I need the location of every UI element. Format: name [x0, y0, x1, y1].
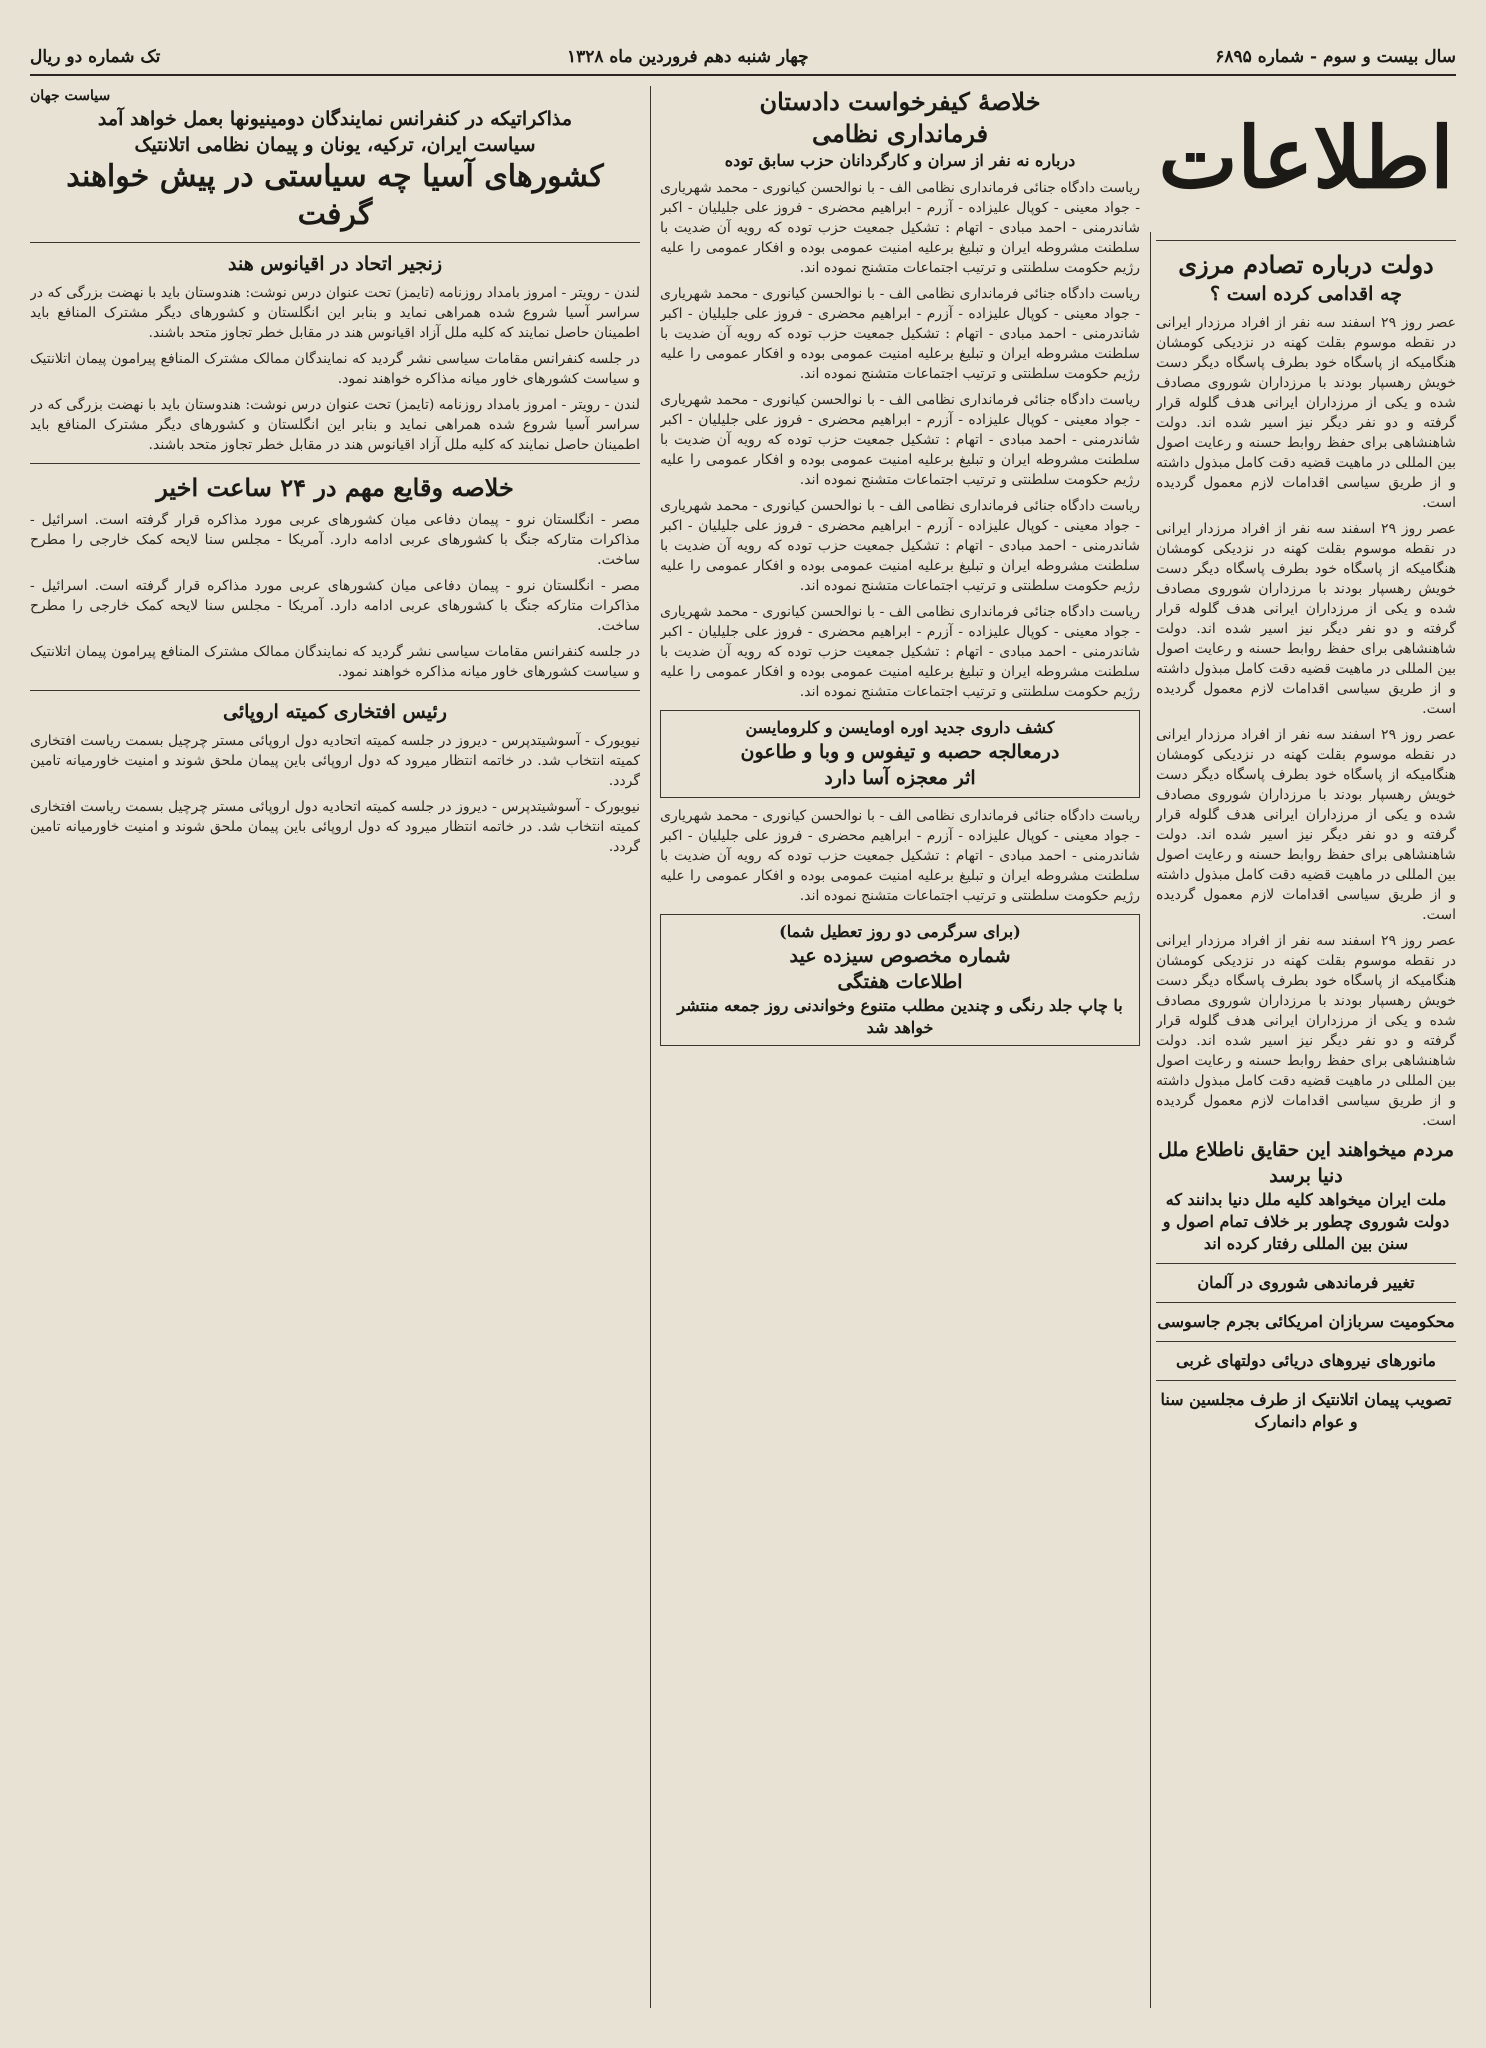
headline-new-drug: کشف داروی جدید اوره اومایسن و کلرومایسن	[745, 718, 1055, 737]
headline-news-summary: خلاصه وقایع مهم در ۲۴ ساعت اخیر	[156, 473, 514, 502]
article-indictment-cont: ریاست دادگاه جنائی فرمانداری نظامی الف - با نوالحسن کیانوری - محمد شهریاری - جواد معینی - کوپال علیزاده - آزرم - ابراهیم محضری - فروز علی جلیلیان - اکبر شاندرمنی - احمد مبادی - اتهام : تشکیل جمعیت حزب توده که رویه آن ضدیت با سلطنت مشروطه ایران و تبلیغ برعلیه امنیت عمومی بوده و افکار عمومی را علیه رژیم حکومت سلطنتی و ترتیب اجتماعات متشنج نموده اند.	[660, 286, 1140, 382]
divider	[1156, 1302, 1456, 1303]
headline-us-soldiers: محکومیت سربازان امریکائی بجرم جاسوسی	[1157, 1312, 1455, 1331]
headline-european-committee: رئیس افتخاری کمیته اروپائی	[223, 701, 447, 723]
headline-new-drug-line2: درمعالجه حصبه و تیفوس و وبا و طاعون	[740, 741, 1060, 763]
article-european-committee: نیویورک - آسوشیتدپرس - دیروز در جلسه کمیته اتحادیه دول اروپائی مستر چرچیل بسمت ریاست افتخاری کمیته انتخاب شد. در خاتمه انتظار میرود که دول اروپائی باین پیمان ملحق شوند و امنیت خاورمیانه تامین گردد.	[30, 733, 640, 789]
headline-border-clash: دولت درباره تصادم مرزی	[1178, 250, 1434, 279]
article-indictment-cont: ریاست دادگاه جنائی فرمانداری نظامی الف - با نوالحسن کیانوری - محمد شهریاری - جواد معینی - کوپال علیزاده - آزرم - ابراهیم محضری - فروز علی جلیلیان - اکبر شاندرمنی - احمد مبادی - اتهام : تشکیل جمعیت حزب توده که رویه آن ضدیت با سلطنت مشروطه ایران و تبلیغ برعلیه امنیت عمومی بوده و افکار عمومی را علیه رژیم حکومت سلطنتی و ترتیب اجتماعات متشنج نموده اند.	[660, 498, 1140, 594]
divider	[1156, 1380, 1456, 1381]
subheadline-atlantic-pact: سیاست ایران، ترکیه، یونان و پیمان نظامی اتلانتیک	[134, 134, 536, 156]
divider	[1156, 240, 1456, 241]
article-border-clash-cont: عصر روز ۲۹ اسفند سه نفر از افراد مرزدار ایرانی در نقطه موسوم بقلت کهنه در نزدیکی کومشان هنگامیکه از پاسگاه خود بطرف پاسگاه دیگر دست خویش رهسپار بودند با مرزداران شوروی مصادف شده و یکی از مرزداران ایرانی هدف گلوله قرار گرفته و دو نفر دیگر نیز اسیر شده اند. دولت شاهنشاهی برای حفظ روابط حسنه و رعایت اصول بین المللی در ماهیت قضیه دقت کامل مبذول داشته و از طریق سیاسی اقدامات لازم معمول گردیده است.	[1156, 727, 1456, 923]
divider	[30, 242, 640, 243]
headline-new-drug-line3: اثر معجزه آسا دارد	[824, 767, 976, 789]
left-column	[30, 86, 640, 2008]
article-indian-ocean: لندن - رویتر - امروز بامداد روزنامه (تایمز) تحت عنوان درس نوشت: هندوستان باید با نهضت بزرگی که در سراسر آسیا شروع شده همراهی نماید و بنابر این انگلستان و کشورهای دیگر مشترک المنافع باید اطمینان حاصل نمایند که کلیه ملل آزاد اقیانوس هند در مقابل خطر تجاوز متحد باشند.	[30, 285, 640, 341]
issue-price: تک شماره دو ریال	[30, 47, 161, 67]
headline-people-demand: مردم میخواهند این حقایق ناطلاع ملل دنیا برسد	[1158, 1139, 1454, 1187]
headline-indictment-line2: فرمانداری نظامی	[811, 119, 989, 148]
headline-indian-ocean: زنجیر اتحاد در اقیانوس هند	[227, 253, 443, 275]
headline-naval-maneuvers: مانورهای نیروهای دریائی دولتهای غربی	[1176, 1351, 1436, 1370]
headline-indictment: خلاصهٔ کیفرخواست دادستان	[759, 87, 1041, 116]
divider	[30, 463, 640, 464]
column-rule	[1150, 232, 1151, 2008]
dateline	[30, 40, 1456, 76]
article-indian-ocean-cont: لندن - رویتر - امروز بامداد روزنامه (تایمز) تحت عنوان درس نوشت: هندوستان باید با نهضت بزرگی که در سراسر آسیا شروع شده همراهی نماید و بنابر این انگلستان و کشورهای دیگر مشترک المنافع باید اطمینان حاصل نمایند که کلیه ملل آزاد اقیانوس هند در مقابل خطر تجاوز متحد باشند.	[30, 397, 640, 453]
subheadline-people-demand: ملت ایران میخواهد کلیه ملل دنیا بدانند که دولت شوروی چطور بر خلاف تمام اصول و سنن بین المللی رفتار کرده اند	[1162, 1190, 1450, 1253]
subheadline-border-clash: چه اقدامی کرده است ؟	[1210, 283, 1402, 305]
middle-column	[660, 86, 1140, 2008]
ad-details: با چاپ جلد رنگی و چندین مطلب متنوع وخواندنی روز جمعه منتشر خواهد شد	[677, 996, 1123, 1037]
issue-date: چهار شنبه دهم فروردین ماه ۱۳۲۸	[566, 47, 809, 67]
article-new-drug: ریاست دادگاه جنائی فرمانداری نظامی الف - با نوالحسن کیانوری - محمد شهریاری - جواد معینی - کوپال علیزاده - آزرم - ابراهیم محضری - فروز علی جلیلیان - اکبر شاندرمنی - احمد مبادی - اتهام : تشکیل جمعیت حزب توده که رویه آن ضدیت با سلطنت مشروطه ایران و تبلیغ برعلیه امنیت عمومی بوده و افکار عمومی را علیه رژیم حکومت سلطنتی و ترتیب اجتماعات متشنج نموده اند.	[660, 808, 1140, 904]
issue-number: سال بیست و سوم - شماره ۶۸۹۵	[1215, 47, 1456, 67]
article-indian-ocean-cont: در جلسه کنفرانس مقامات سیاسی نشر گردید که نمایندگان ممالک مشترک المنافع پیرامون پیمان اتلانتیک و سیاست کشورهای خاور میانه مذاکره خواهند نمود.	[30, 351, 640, 387]
article-news-summary: مصر - انگلستان نرو - پیمان دفاعی میان کشورهای عربی مورد مذاکره قرار گرفته است. اسرائیل - مذاکرات متارکه جنگ با کشورهای عربی ادامه دارد. آمریکا - مجلس سنا لایحه کمک خارجی را مطرح ساخت.	[30, 512, 640, 568]
column-rule	[650, 86, 651, 2008]
article-news-summary-cont: مصر - انگلستان نرو - پیمان دفاعی میان کشورهای عربی مورد مذاکره قرار گرفته است. اسرائیل - مذاکرات متارکه جنگ با کشورهای عربی ادامه دارد. آمریکا - مجلس سنا لایحه کمک خارجی را مطرح ساخت.	[30, 578, 640, 634]
right-column	[1156, 232, 1456, 2008]
article-border-clash: عصر روز ۲۹ اسفند سه نفر از افراد مرزدار ایرانی در نقطه موسوم بقلت کهنه در نزدیکی کومشان هنگامیکه از پاسگاه خود بطرف پاسگاه دیگر دست خویش رهسپار بودند با مرزداران شوروی مصادف شده و یکی از مرزداران ایرانی هدف گلوله قرار گرفته و دو نفر دیگر نیز اسیر شده اند. دولت شاهنشاهی برای حفظ روابط حسنه و رعایت اصول بین المللی در ماهیت قضیه دقت کامل مبذول داشته و از طریق سیاسی اقدامات لازم معمول گردیده است.	[1156, 315, 1456, 511]
article-indictment-cont: ریاست دادگاه جنائی فرمانداری نظامی الف - با نوالحسن کیانوری - محمد شهریاری - جواد معینی - کوپال علیزاده - آزرم - ابراهیم محضری - فروز علی جلیلیان - اکبر شاندرمنی - احمد مبادی - اتهام : تشکیل جمعیت حزب توده که رویه آن ضدیت با سلطنت مشروطه ایران و تبلیغ برعلیه امنیت عمومی بوده و افکار عمومی را علیه رژیم حکومت سلطنتی و ترتیب اجتماعات متشنج نموده اند.	[660, 392, 1140, 488]
headline-dominions-conference: مذاکراتیکه در کنفرانس نمایندگان دومینیونها بعمل خواهد آمد	[97, 108, 573, 130]
medicine-box	[660, 710, 1140, 798]
article-border-clash-cont: عصر روز ۲۹ اسفند سه نفر از افراد مرزدار ایرانی در نقطه موسوم بقلت کهنه در نزدیکی کومشان هنگامیکه از پاسگاه خود بطرف پاسگاه دیگر دست خویش رهسپار بودند با مرزداران شوروی مصادف شده و یکی از مرزداران ایرانی هدف گلوله قرار گرفته و دو نفر دیگر نیز اسیر شده اند. دولت شاهنشاهی برای حفظ روابط حسنه و رعایت اصول بین المللی در ماهیت قضیه دقت کامل مبذول داشته و از طریق سیاسی اقدامات لازم معمول گردیده است.	[1156, 521, 1456, 717]
section-kicker: سیاست جهان	[30, 88, 111, 104]
advertisement-box	[660, 914, 1140, 1046]
article-indictment: ریاست دادگاه جنائی فرمانداری نظامی الف - با نوالحسن کیانوری - محمد شهریاری - جواد معینی - کوپال علیزاده - آزرم - ابراهیم محضری - فروز علی جلیلیان - اکبر شاندرمنی - احمد مبادی - اتهام : تشکیل جمعیت حزب توده که رویه آن ضدیت با سلطنت مشروطه ایران و تبلیغ برعلیه امنیت عمومی بوده و افکار عمومی را علیه رژیم حکومت سلطنتی و ترتیب اجتماعات متشنج نموده اند.	[660, 180, 1140, 276]
ad-title: شماره مخصوص سیزده عید	[789, 945, 1011, 967]
article-european-committee-cont: نیویورک - آسوشیتدپرس - دیروز در جلسه کمیته اتحادیه دول اروپائی مستر چرچیل بسمت ریاست افتخاری کمیته انتخاب شد. در خاتمه انتظار میرود که دول اروپائی باین پیمان ملحق شوند و امنیت خاورمیانه تامین گردد.	[30, 799, 640, 855]
masthead-logo: اطلاعات	[1158, 107, 1454, 207]
divider	[1156, 1341, 1456, 1342]
subheadline-indictment: درباره نه نفر از سران و کارگردانان حزب سابق توده	[724, 151, 1076, 170]
article-news-summary-cont: در جلسه کنفرانس مقامات سیاسی نشر گردید که نمایندگان ممالک مشترک المنافع پیرامون پیمان اتلانتیک و سیاست کشورهای خاور میانه مذاکره خواهند نمود.	[30, 644, 640, 680]
headline-denmark-pact: تصویب پیمان اتلانتیک از طرف مجلسین سنا و عوام دانمارک	[1160, 1390, 1452, 1431]
headline-asian-countries: کشورهای آسیا چه سیاستی در پیش خواهند گرفت	[66, 159, 604, 232]
headline-soviet-command: تغییر فرماندهی شوروی در آلمان	[1197, 1273, 1415, 1292]
article-border-clash-cont: عصر روز ۲۹ اسفند سه نفر از افراد مرزدار ایرانی در نقطه موسوم بقلت کهنه در نزدیکی کومشان هنگامیکه از پاسگاه خود بطرف پاسگاه دیگر دست خویش رهسپار بودند با مرزداران شوروی مصادف شده و یکی از مرزداران ایرانی هدف گلوله قرار گرفته و دو نفر دیگر نیز اسیر شده اند. دولت شاهنشاهی برای حفظ روابط حسنه و رعایت اصول بین المللی در ماهیت قضیه دقت کامل مبذول داشته و از طریق سیاسی اقدامات لازم معمول گردیده است.	[1156, 933, 1456, 1129]
article-indictment-cont: ریاست دادگاه جنائی فرمانداری نظامی الف - با نوالحسن کیانوری - محمد شهریاری - جواد معینی - کوپال علیزاده - آزرم - ابراهیم محضری - فروز علی جلیلیان - اکبر شاندرمنی - احمد مبادی - اتهام : تشکیل جمعیت حزب توده که رویه آن ضدیت با سلطنت مشروطه ایران و تبلیغ برعلیه امنیت عمومی بوده و افکار عمومی را علیه رژیم حکومت سلطنتی و ترتیب اجتماعات متشنج نموده اند.	[660, 604, 1140, 700]
divider	[30, 690, 640, 691]
divider	[1156, 1263, 1456, 1264]
ad-magazine-name: اطلاعات هفتگی	[837, 971, 963, 993]
ad-intro: (برای سرگرمی دو روز تعطیل شما)	[779, 922, 1021, 941]
